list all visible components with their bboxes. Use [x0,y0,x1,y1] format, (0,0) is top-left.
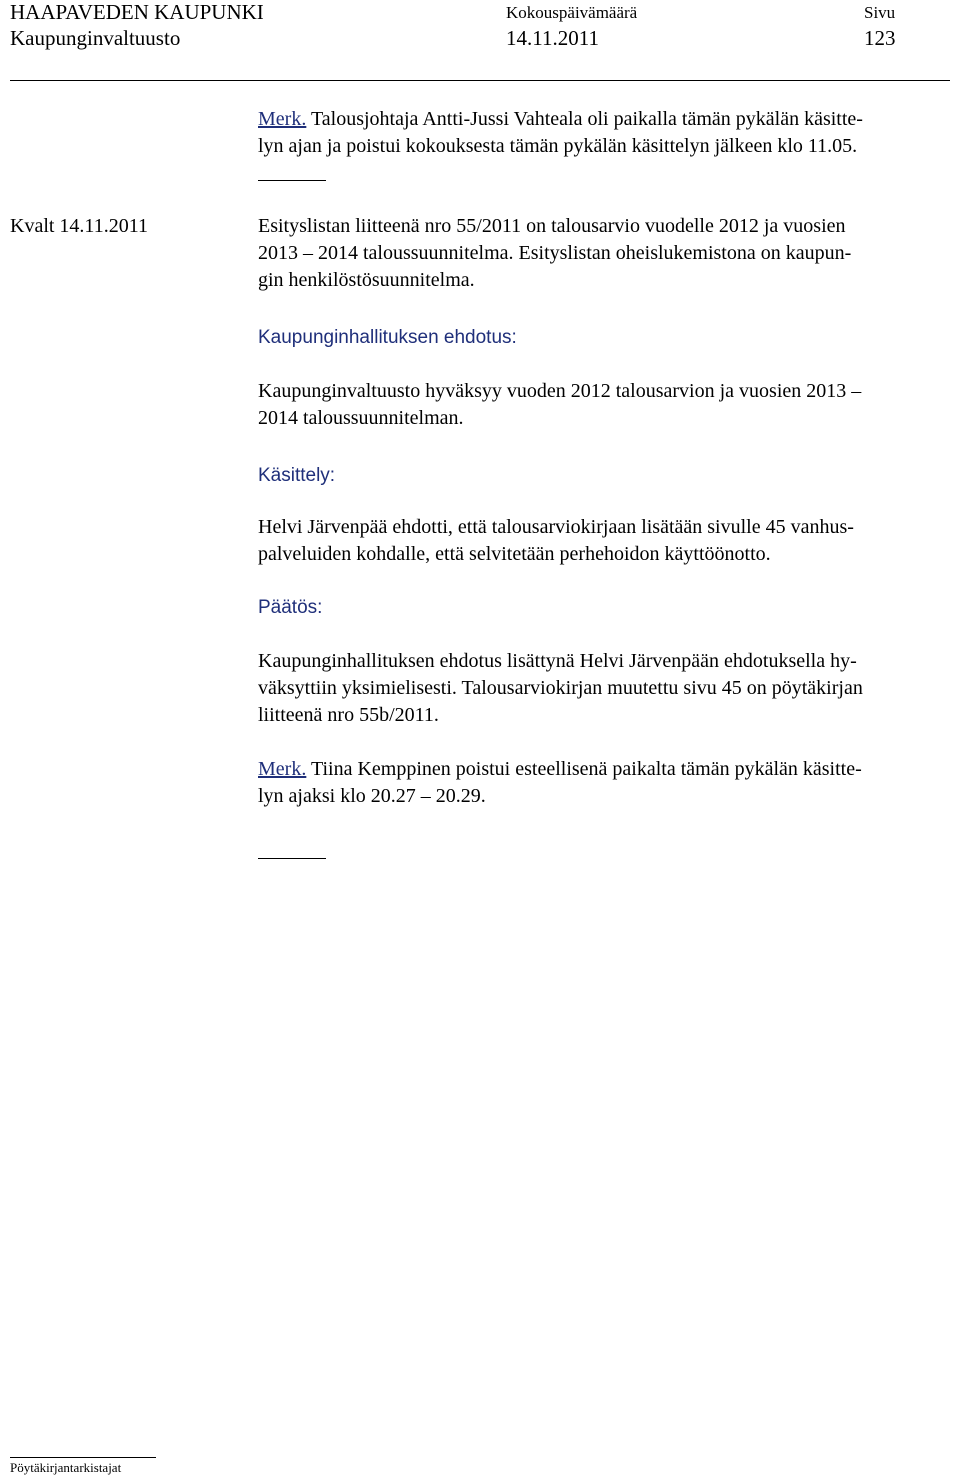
separator-line [258,858,326,859]
merk-label: Merk. [258,758,307,780]
note-text: Talousjohtaja Antti-Jussi Vahteala oli paikalla tämän pykälän käsitte- [306,108,863,130]
proposal-text: Kaupunginvaltuusto hyväksyy vuoden 2012 talousarvion ja vuosien 2013 – [258,380,862,402]
note-text: Tiina Kemppinen poistui esteellisenä paikalta tämän pykälän käsitte- [306,758,862,780]
page-label: Sivu [864,3,896,22]
meeting-body: Kaupunginvaltuusto [10,26,181,50]
decision-text: Kaupunginhallituksen ehdotus lisättynä Helvi Järvenpään ehdotuksella hy- [258,650,857,672]
intro-text: 2013 – 2014 taloussuunnitelma. Esityslistan oheislukemistona on kaupun- [258,242,852,264]
signature-line [10,1457,156,1458]
decision-heading: Päätös: [258,597,323,618]
merk-label: Merk. [258,108,307,130]
decision-text: väksyttiin yksimielisesti. Talousarviokirjan muutettu sivu 45 on pöytäkirjan [258,677,863,699]
meeting-date: 14.11.2011 [506,26,599,50]
org-name: HAAPAVEDEN KAUPUNKI [10,0,264,24]
date-label: Kokouspäivämäärä [506,3,638,22]
handling-text: Helvi Järvenpää ehdotti, että talousarviokirjaan lisätään sivulle 45 vanhus- [258,516,854,538]
note-text: lyn ajaksi klo 20.27 – 20.29. [258,785,486,807]
handling-text: palveluiden kohdalle, että selvitetään perhehoidon käyttöönotto. [258,543,771,565]
note-merk-1 [258,106,954,133]
page-number: 123 [864,26,896,50]
decision-text: liitteenä nro 55b/2011. [258,704,439,726]
handling-heading: Käsittely: [258,465,336,486]
intro-text: gin henkilöstösuunnitelma. [258,269,475,291]
proposal-text: 2014 taloussuunnitelman. [258,407,464,429]
note-text: lyn ajan ja poistui kokouksesta tämän pykälän käsittelyn jälkeen klo 11.05. [258,135,858,157]
section-reference: Kvalt 14.11.2011 [10,215,148,237]
note-merk-2 [258,756,954,783]
footer-label: Pöytäkirjantarkistajat [10,1460,122,1475]
proposal-heading: Kaupunginhallituksen ehdotus: [258,327,517,348]
header-rule [10,80,950,81]
separator-line [258,180,326,181]
intro-text: Esityslistan liitteenä nro 55/2011 on talousarvio vuodelle 2012 ja vuosien [258,215,846,237]
